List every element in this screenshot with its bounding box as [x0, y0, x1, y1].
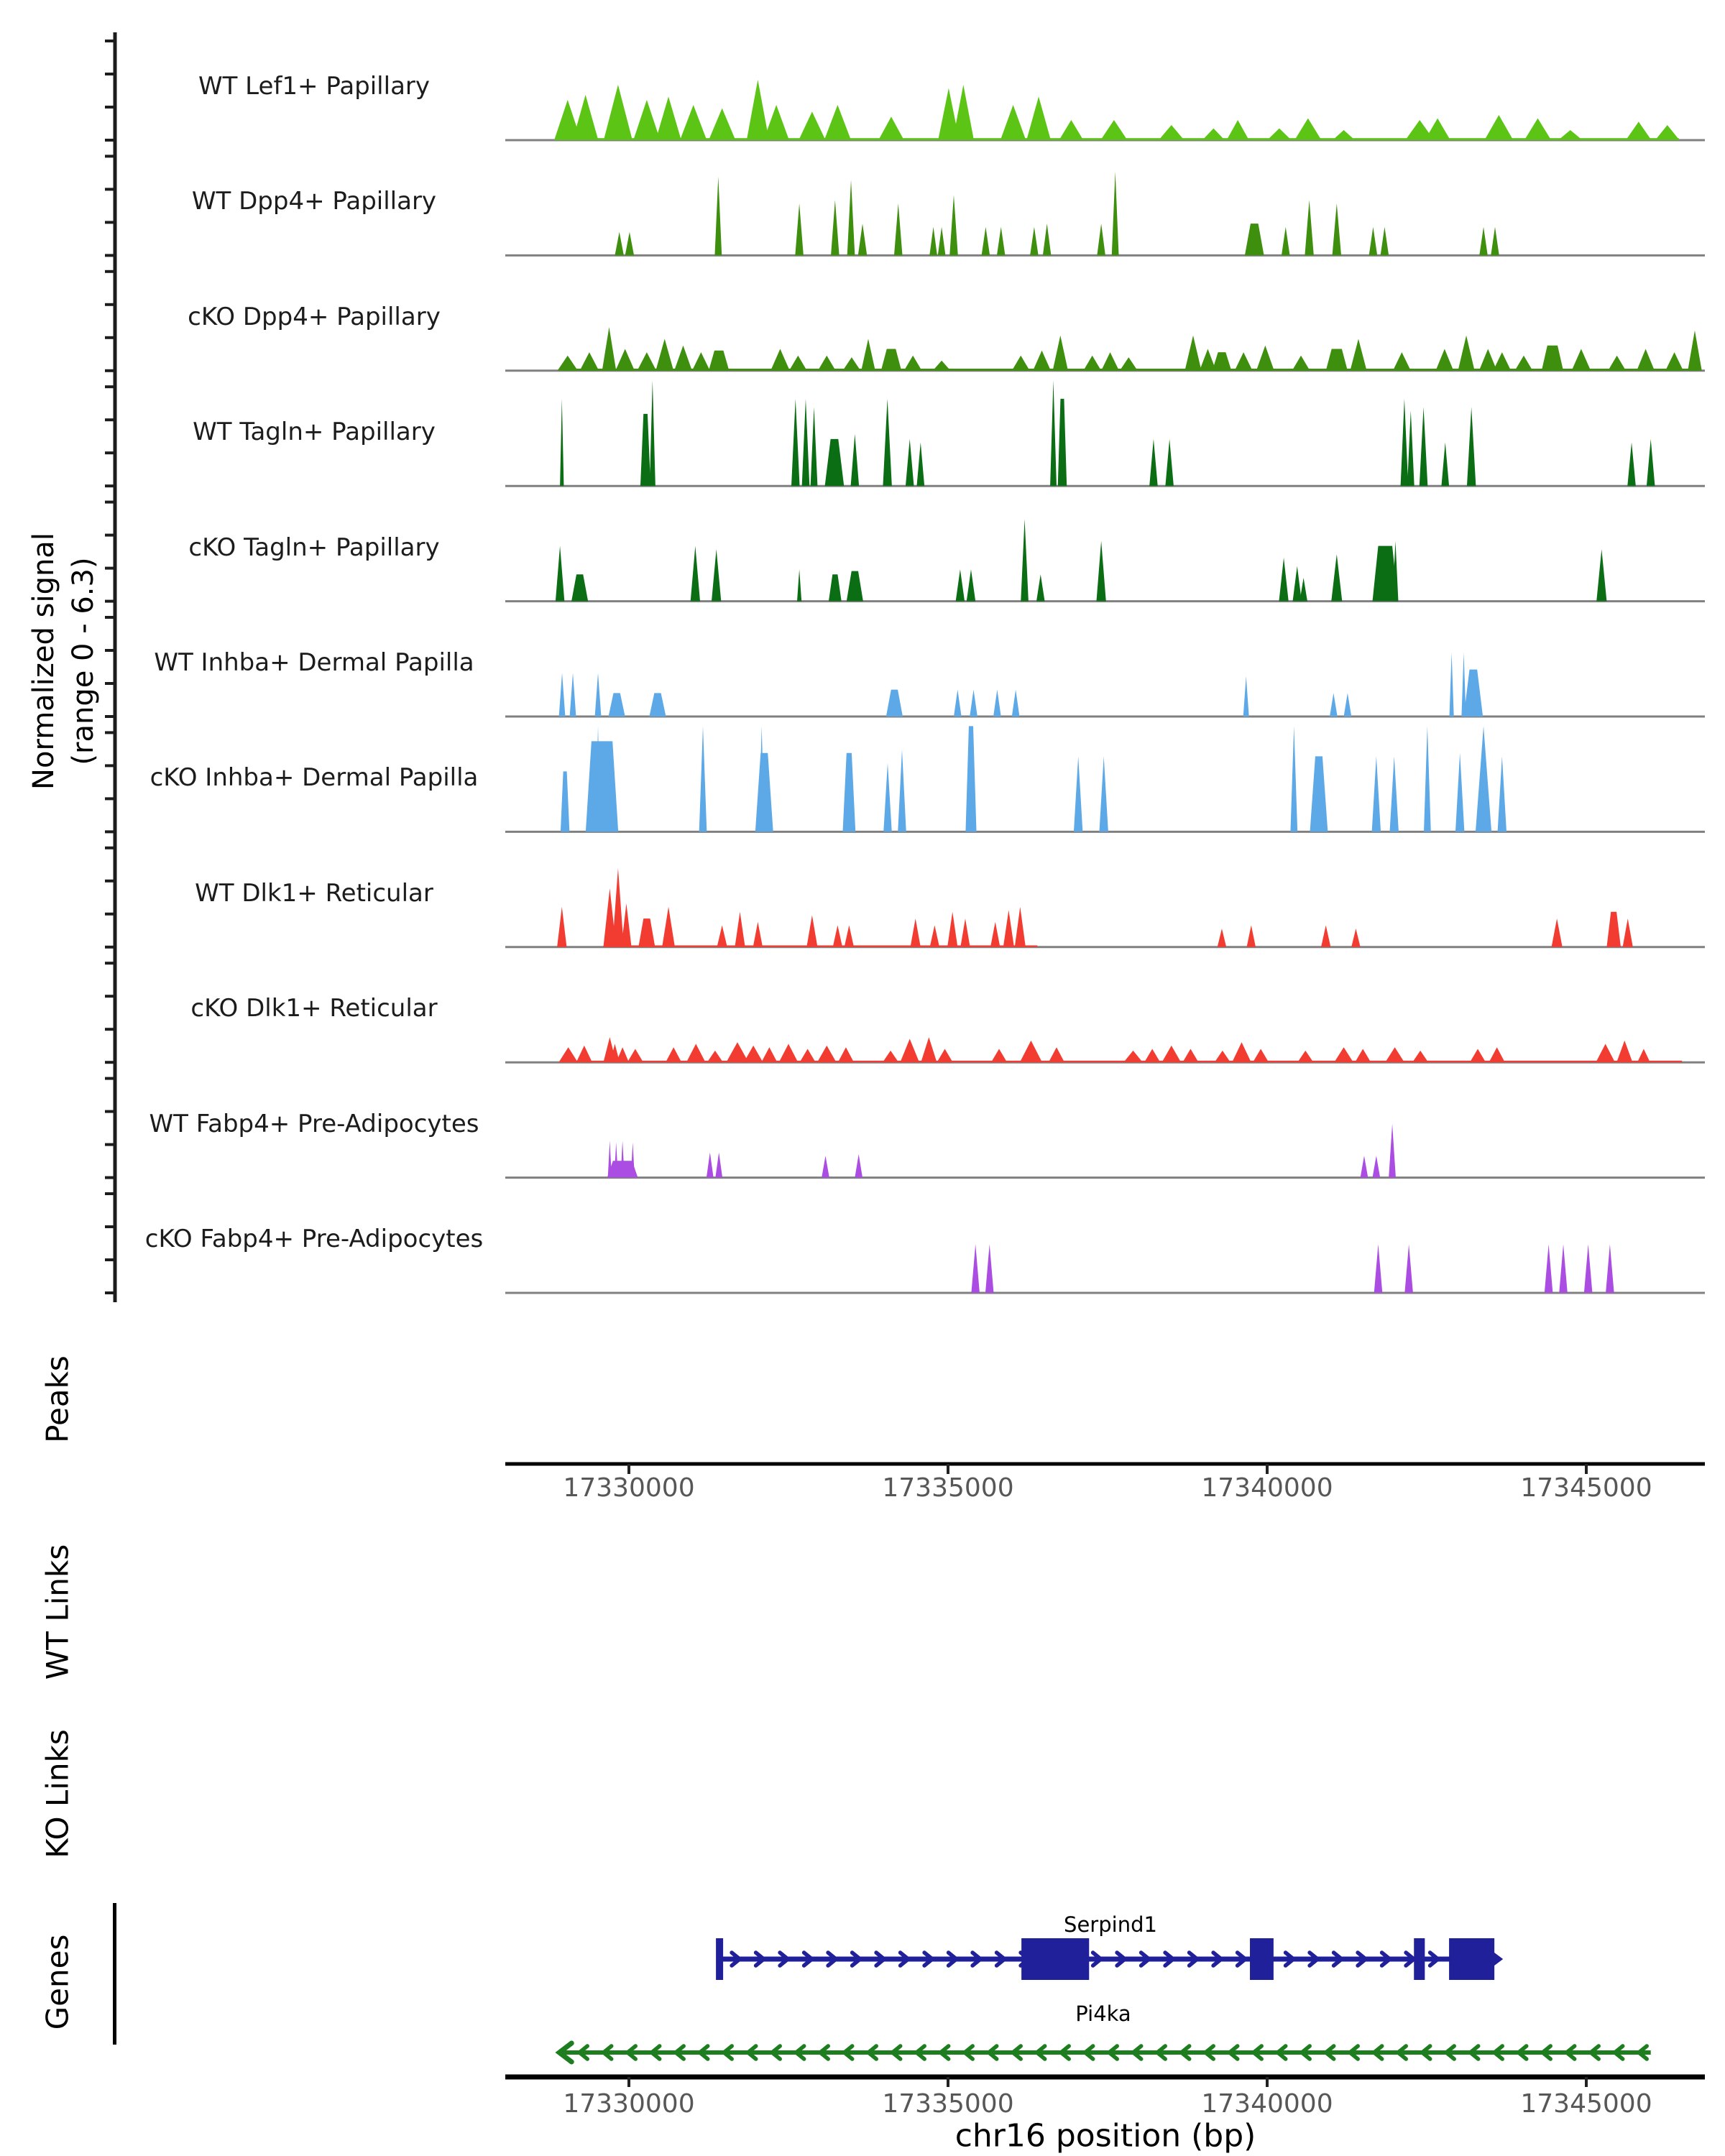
signal-peak [1245, 224, 1264, 255]
signal-peak [947, 912, 957, 947]
signal-peak [692, 352, 710, 371]
signal-peak [1361, 1156, 1368, 1177]
signal-peak [791, 399, 800, 486]
signal-peak [881, 349, 901, 370]
signal-peak [726, 1042, 748, 1062]
signal-peak [789, 356, 807, 371]
signal-peak [571, 574, 588, 601]
signal-peak [824, 105, 851, 140]
signal-peak [1096, 541, 1105, 602]
signal-peak [1608, 356, 1626, 371]
signal-peak [1120, 357, 1138, 371]
signal-peak [666, 1047, 681, 1062]
signal-peak [883, 1051, 898, 1062]
signal-peak [1374, 1244, 1383, 1293]
signal-peak [691, 546, 700, 602]
signal-peak [1043, 224, 1052, 255]
signal-peak [558, 356, 578, 371]
signal-peak [1616, 1041, 1632, 1062]
signal-peak [797, 569, 801, 601]
signal-peak [615, 349, 635, 370]
signal-peak [1159, 125, 1184, 140]
signal-peak [1355, 1049, 1371, 1063]
signal-peak [770, 349, 790, 370]
signal-peak [1458, 336, 1475, 371]
signal-peak [686, 1044, 706, 1063]
signal-peak [842, 753, 855, 832]
signal-peak [822, 1156, 829, 1177]
signal-peak [608, 1141, 612, 1177]
signal-peak [1344, 693, 1352, 717]
track-label: WT Inhba+ Dermal Papilla [154, 648, 474, 677]
signal-peak [1020, 1041, 1042, 1062]
signal-peak [1256, 346, 1274, 371]
signal-peak [1294, 119, 1321, 140]
signal-peak [627, 1049, 643, 1063]
signal-peak [559, 673, 566, 717]
signal-peak [1545, 1244, 1553, 1293]
signal-peak [674, 346, 692, 371]
signal-peak [1292, 356, 1310, 371]
signal-peak [709, 109, 735, 140]
signal-peak [735, 912, 745, 947]
genome-axis-tick-label: 17340000 [1201, 1473, 1333, 1503]
signal-peak [1393, 352, 1411, 371]
signal-peak [1425, 119, 1450, 140]
signal-peak [1584, 1244, 1593, 1293]
genome-axis-tick-label: 17340000 [1201, 2089, 1333, 2119]
signal-peak [1074, 756, 1082, 831]
signal-peak [604, 85, 632, 140]
signal-peak [1412, 1051, 1428, 1062]
signal-peak [1026, 96, 1051, 140]
signal-peak [1100, 120, 1127, 140]
signal-peak [1030, 227, 1039, 256]
signal-peak [1218, 929, 1226, 947]
signal-peak [709, 351, 729, 371]
signal-peak [1493, 352, 1511, 371]
gene-exon-box [1021, 1938, 1089, 1980]
signal-peak [753, 922, 763, 947]
signal-peak [1498, 756, 1506, 831]
signal-peak [638, 918, 655, 947]
track-label: WT Lef1+ Papillary [198, 72, 431, 101]
signal-peak [956, 569, 965, 601]
signal-peak [1227, 120, 1249, 140]
track-label: cKO Dpp4+ Papillary [188, 302, 441, 331]
signal-peak [1623, 918, 1633, 947]
signal-peak [633, 100, 660, 140]
signal-peak [851, 434, 860, 486]
signal-peak [818, 356, 836, 371]
signal-peak [906, 439, 914, 486]
signal-peak [878, 116, 904, 140]
signal-peak [1310, 756, 1328, 831]
signal-peak [656, 338, 673, 370]
signal-peak [1381, 227, 1389, 256]
signal-peak [1424, 726, 1431, 831]
signal-peak [1331, 554, 1342, 601]
signal-peak [640, 414, 650, 486]
signal-peak [1515, 356, 1533, 371]
signal-peak [845, 925, 854, 946]
signal-peak [855, 1154, 862, 1178]
signal-peak [580, 352, 599, 371]
signal-peak [1596, 1044, 1615, 1063]
signal-peak [1626, 121, 1652, 140]
signal-peak [985, 1244, 994, 1293]
signal-peak [1484, 115, 1513, 140]
signal-peak [883, 763, 892, 832]
signal-peak [625, 232, 634, 256]
signal-peak [717, 925, 727, 946]
signal-peak [847, 180, 855, 255]
signal-peak [982, 227, 990, 256]
signal-peak [1552, 918, 1563, 947]
gene-start-bar [716, 1938, 723, 1980]
signal-peak [838, 1047, 854, 1062]
signal-peak [1021, 519, 1029, 601]
signal-peak [1596, 549, 1606, 601]
signal-peak [1606, 1244, 1614, 1293]
signal-peak [900, 1039, 919, 1063]
signal-peak [1389, 1124, 1396, 1178]
signal-peak [953, 85, 974, 140]
signal-peak [930, 925, 939, 946]
gene-label-pi4ka: Pi4ka [1075, 2001, 1131, 2026]
signal-peak [621, 903, 631, 947]
signal-peak [570, 673, 576, 717]
signal-peak [779, 1044, 799, 1063]
signal-peak [560, 399, 564, 486]
y-axis-label-line1: Normalized signal [27, 533, 60, 790]
signal-peak [1467, 407, 1476, 487]
gene-label-serpind1: Serpind1 [1064, 1912, 1157, 1937]
signal-peak [1326, 349, 1348, 370]
signal-peak [1253, 1049, 1269, 1063]
signal-peak [971, 1244, 980, 1293]
signal-peak [1293, 566, 1302, 602]
signal-peak [1059, 120, 1084, 140]
signal-peak [755, 753, 773, 832]
signal-peak [861, 338, 875, 370]
signal-peak [1606, 912, 1621, 947]
signal-peak [1012, 356, 1030, 371]
signal-peak [883, 399, 891, 486]
genes-axis-bracket [113, 1903, 116, 2045]
genome-axis-tick-label: 17335000 [882, 2089, 1014, 2119]
signal-peak [656, 96, 681, 140]
signal-peak [1033, 351, 1051, 371]
signal-peak [1479, 227, 1488, 256]
signal-peak [1101, 352, 1119, 371]
signal-peak [1330, 693, 1338, 717]
signal-peak [921, 1037, 937, 1062]
signal-peak [811, 407, 818, 487]
signal-peak [744, 1046, 763, 1062]
signal-peak [1321, 925, 1330, 946]
signal-peak [1290, 726, 1297, 831]
signal-peak [556, 546, 564, 602]
signal-peak [825, 439, 845, 486]
signal-peak [1305, 200, 1313, 255]
signal-peak [817, 1046, 837, 1062]
signal-peak [763, 105, 789, 140]
signal-peak [1665, 352, 1683, 371]
signal-peak [1435, 349, 1453, 370]
signal-peak [1012, 690, 1020, 717]
signal-peak [1476, 726, 1491, 831]
signal-peak [847, 571, 863, 602]
signal-peak [1050, 380, 1057, 486]
signal-peak [1524, 119, 1551, 140]
track-label: WT Fabp4+ Pre-Adipocytes [149, 1109, 479, 1138]
signal-peak [949, 195, 958, 255]
signal-peak [1559, 1244, 1568, 1293]
signal-peak [1441, 443, 1449, 487]
signal-peak [1036, 574, 1045, 601]
signal-peak [833, 925, 842, 946]
signal-peak [595, 673, 602, 717]
signal-peak [615, 1143, 618, 1178]
signal-peak [1372, 756, 1381, 831]
signal-peak [894, 203, 903, 255]
signal-peak [650, 380, 656, 486]
signal-peak [1003, 910, 1014, 946]
signal-peak [1097, 224, 1105, 255]
genome-axis-tick-label: 17335000 [882, 1473, 1014, 1503]
genome-axis-tick-label: 17330000 [563, 2089, 695, 2119]
signal-peak [1373, 1156, 1381, 1177]
signal-peak [1627, 443, 1636, 487]
signal-peak [802, 399, 810, 486]
track-label: WT Dpp4+ Papillary [191, 187, 437, 216]
signal-peak [898, 750, 906, 831]
signal-peak [558, 1047, 578, 1062]
signal-peak [1015, 907, 1026, 947]
signal-peak [1000, 105, 1026, 140]
gene-exon-box [1449, 1938, 1494, 1980]
section-label-peaks: Peaks [40, 1355, 75, 1443]
signal-peak [1235, 352, 1253, 371]
track-label: WT Tagln+ Papillary [193, 418, 436, 447]
genome-axis-tick-label: 17330000 [563, 1473, 695, 1503]
signal-peak [715, 1153, 722, 1178]
signal-peak [1247, 925, 1256, 946]
signal-peak [1162, 1046, 1181, 1062]
signal-peak [1165, 439, 1174, 486]
signal-peak [1058, 399, 1067, 486]
signal-peak [747, 80, 769, 140]
signal-peak [1558, 130, 1583, 140]
signal-peak [714, 177, 722, 256]
signal-peak [707, 1153, 714, 1178]
signal-peak [842, 357, 860, 371]
signal-peak [638, 352, 657, 371]
signal-peak [1389, 756, 1398, 831]
signal-peak [1407, 410, 1414, 486]
signal-peak [806, 915, 817, 946]
section-label-genes: Genes [40, 1934, 75, 2030]
signal-peak [1350, 338, 1366, 370]
signal-peak [916, 443, 924, 487]
signal-peak [620, 1141, 624, 1177]
signal-peak [602, 327, 617, 371]
signal-peak [1232, 1042, 1251, 1062]
signal-peak [965, 726, 976, 831]
signal-peak [631, 1143, 635, 1178]
signal-peak [609, 693, 625, 717]
signal-peak [1479, 349, 1497, 370]
signal-peak [557, 907, 566, 947]
signal-peak [1420, 407, 1428, 487]
signal-peak [1637, 349, 1655, 370]
signal-peak [1112, 172, 1119, 256]
signal-peak [1333, 130, 1355, 140]
signal-peak [904, 356, 922, 371]
signal-peak [1279, 558, 1288, 602]
track-label: cKO Tagln+ Papillary [188, 533, 440, 562]
signal-peak [933, 361, 951, 371]
signal-peak [1053, 336, 1068, 371]
signal-peak [911, 918, 921, 947]
signal-peak [1655, 125, 1680, 140]
signal-peak [680, 105, 707, 140]
signal-peak [1184, 336, 1201, 371]
signal-peak [712, 549, 721, 601]
signal-peak [1572, 349, 1591, 370]
signal-peak [1688, 331, 1702, 371]
signal-peak [761, 1047, 777, 1062]
signal-peak [616, 1047, 629, 1062]
signal-peak [1464, 670, 1484, 717]
signal-peak [707, 1051, 723, 1062]
genome-axis-tick-label: 17345000 [1520, 1473, 1652, 1503]
signal-peak [1182, 1049, 1198, 1063]
signal-peak [938, 227, 946, 256]
signal-peak [1267, 129, 1292, 140]
y-axis-label-line2: (range 0 - 6.3) [67, 557, 100, 765]
signal-peak [858, 224, 867, 255]
signal-peak [960, 918, 970, 947]
signal-peak [1404, 1244, 1413, 1293]
signal-peak [795, 203, 804, 255]
gene-exon-box [1250, 1938, 1274, 1980]
signal-peak [1542, 346, 1563, 371]
signal-peak [929, 227, 937, 256]
signal-peak [561, 771, 569, 831]
signal-peak [1123, 1051, 1143, 1062]
signal-peak [1144, 1049, 1160, 1063]
signal-peak [1637, 1049, 1650, 1063]
signal-peak [1450, 653, 1454, 717]
signal-peak [1202, 129, 1225, 140]
signal-peak [1369, 227, 1378, 256]
signal-peak [993, 690, 1001, 717]
signal-peak [1149, 439, 1158, 486]
section-label-wt-links: WT Links [40, 1544, 75, 1680]
signal-peak [954, 690, 962, 717]
signal-peak [1351, 929, 1360, 947]
signal-peak [829, 574, 842, 601]
signal-peak [586, 741, 618, 831]
signal-peak [831, 200, 840, 255]
signal-peak [1099, 756, 1108, 831]
signal-peak [1213, 352, 1232, 371]
signal-peak [1470, 1049, 1486, 1063]
gene-exon-box [1414, 1938, 1425, 1980]
signal-peak [612, 868, 624, 947]
signal-peak [1401, 399, 1409, 486]
signal-peak [937, 1049, 952, 1063]
signal-peak [1333, 203, 1341, 255]
section-label-ko-links: KO Links [40, 1729, 75, 1858]
signal-peak [970, 690, 978, 717]
signal-peak [1455, 753, 1464, 832]
signal-peak [615, 232, 623, 256]
track-label: cKO Dlk1+ Reticular [190, 994, 438, 1023]
signal-peak [997, 227, 1006, 256]
signal-peak [662, 907, 675, 947]
signal-peak [1334, 1047, 1353, 1062]
signal-peak [1491, 227, 1499, 256]
signal-peak [967, 569, 975, 601]
signal-peak [576, 1046, 592, 1062]
signal-peak [800, 1049, 816, 1063]
signal-peak [991, 1049, 1007, 1063]
signal-peak [1215, 1051, 1230, 1062]
signal-peak [1049, 1047, 1064, 1062]
signal-peak [1297, 1051, 1313, 1062]
track-label: cKO Inhba+ Dermal Papilla [150, 763, 479, 793]
signal-peak [990, 922, 1000, 947]
genome-axis-tick-label: 17345000 [1520, 2089, 1652, 2119]
signal-peak [649, 693, 666, 717]
signal-peak [1489, 1047, 1505, 1062]
signal-peak [1647, 439, 1655, 486]
signal-peak [886, 690, 903, 717]
signal-peak [1243, 676, 1249, 717]
signal-peak [1083, 356, 1101, 371]
signal-peak [1385, 1047, 1404, 1062]
track-label: WT Dlk1+ Reticular [195, 878, 433, 908]
track-label: cKO Fabp4+ Pre-Adipocytes [144, 1225, 484, 1253]
signal-peak [799, 111, 825, 140]
signal-peak [1282, 227, 1290, 256]
signal-peak [699, 726, 707, 831]
signal-peak [1300, 578, 1307, 602]
x-axis-label: chr16 position (bp) [954, 2117, 1256, 2155]
signal-peak [573, 95, 599, 140]
